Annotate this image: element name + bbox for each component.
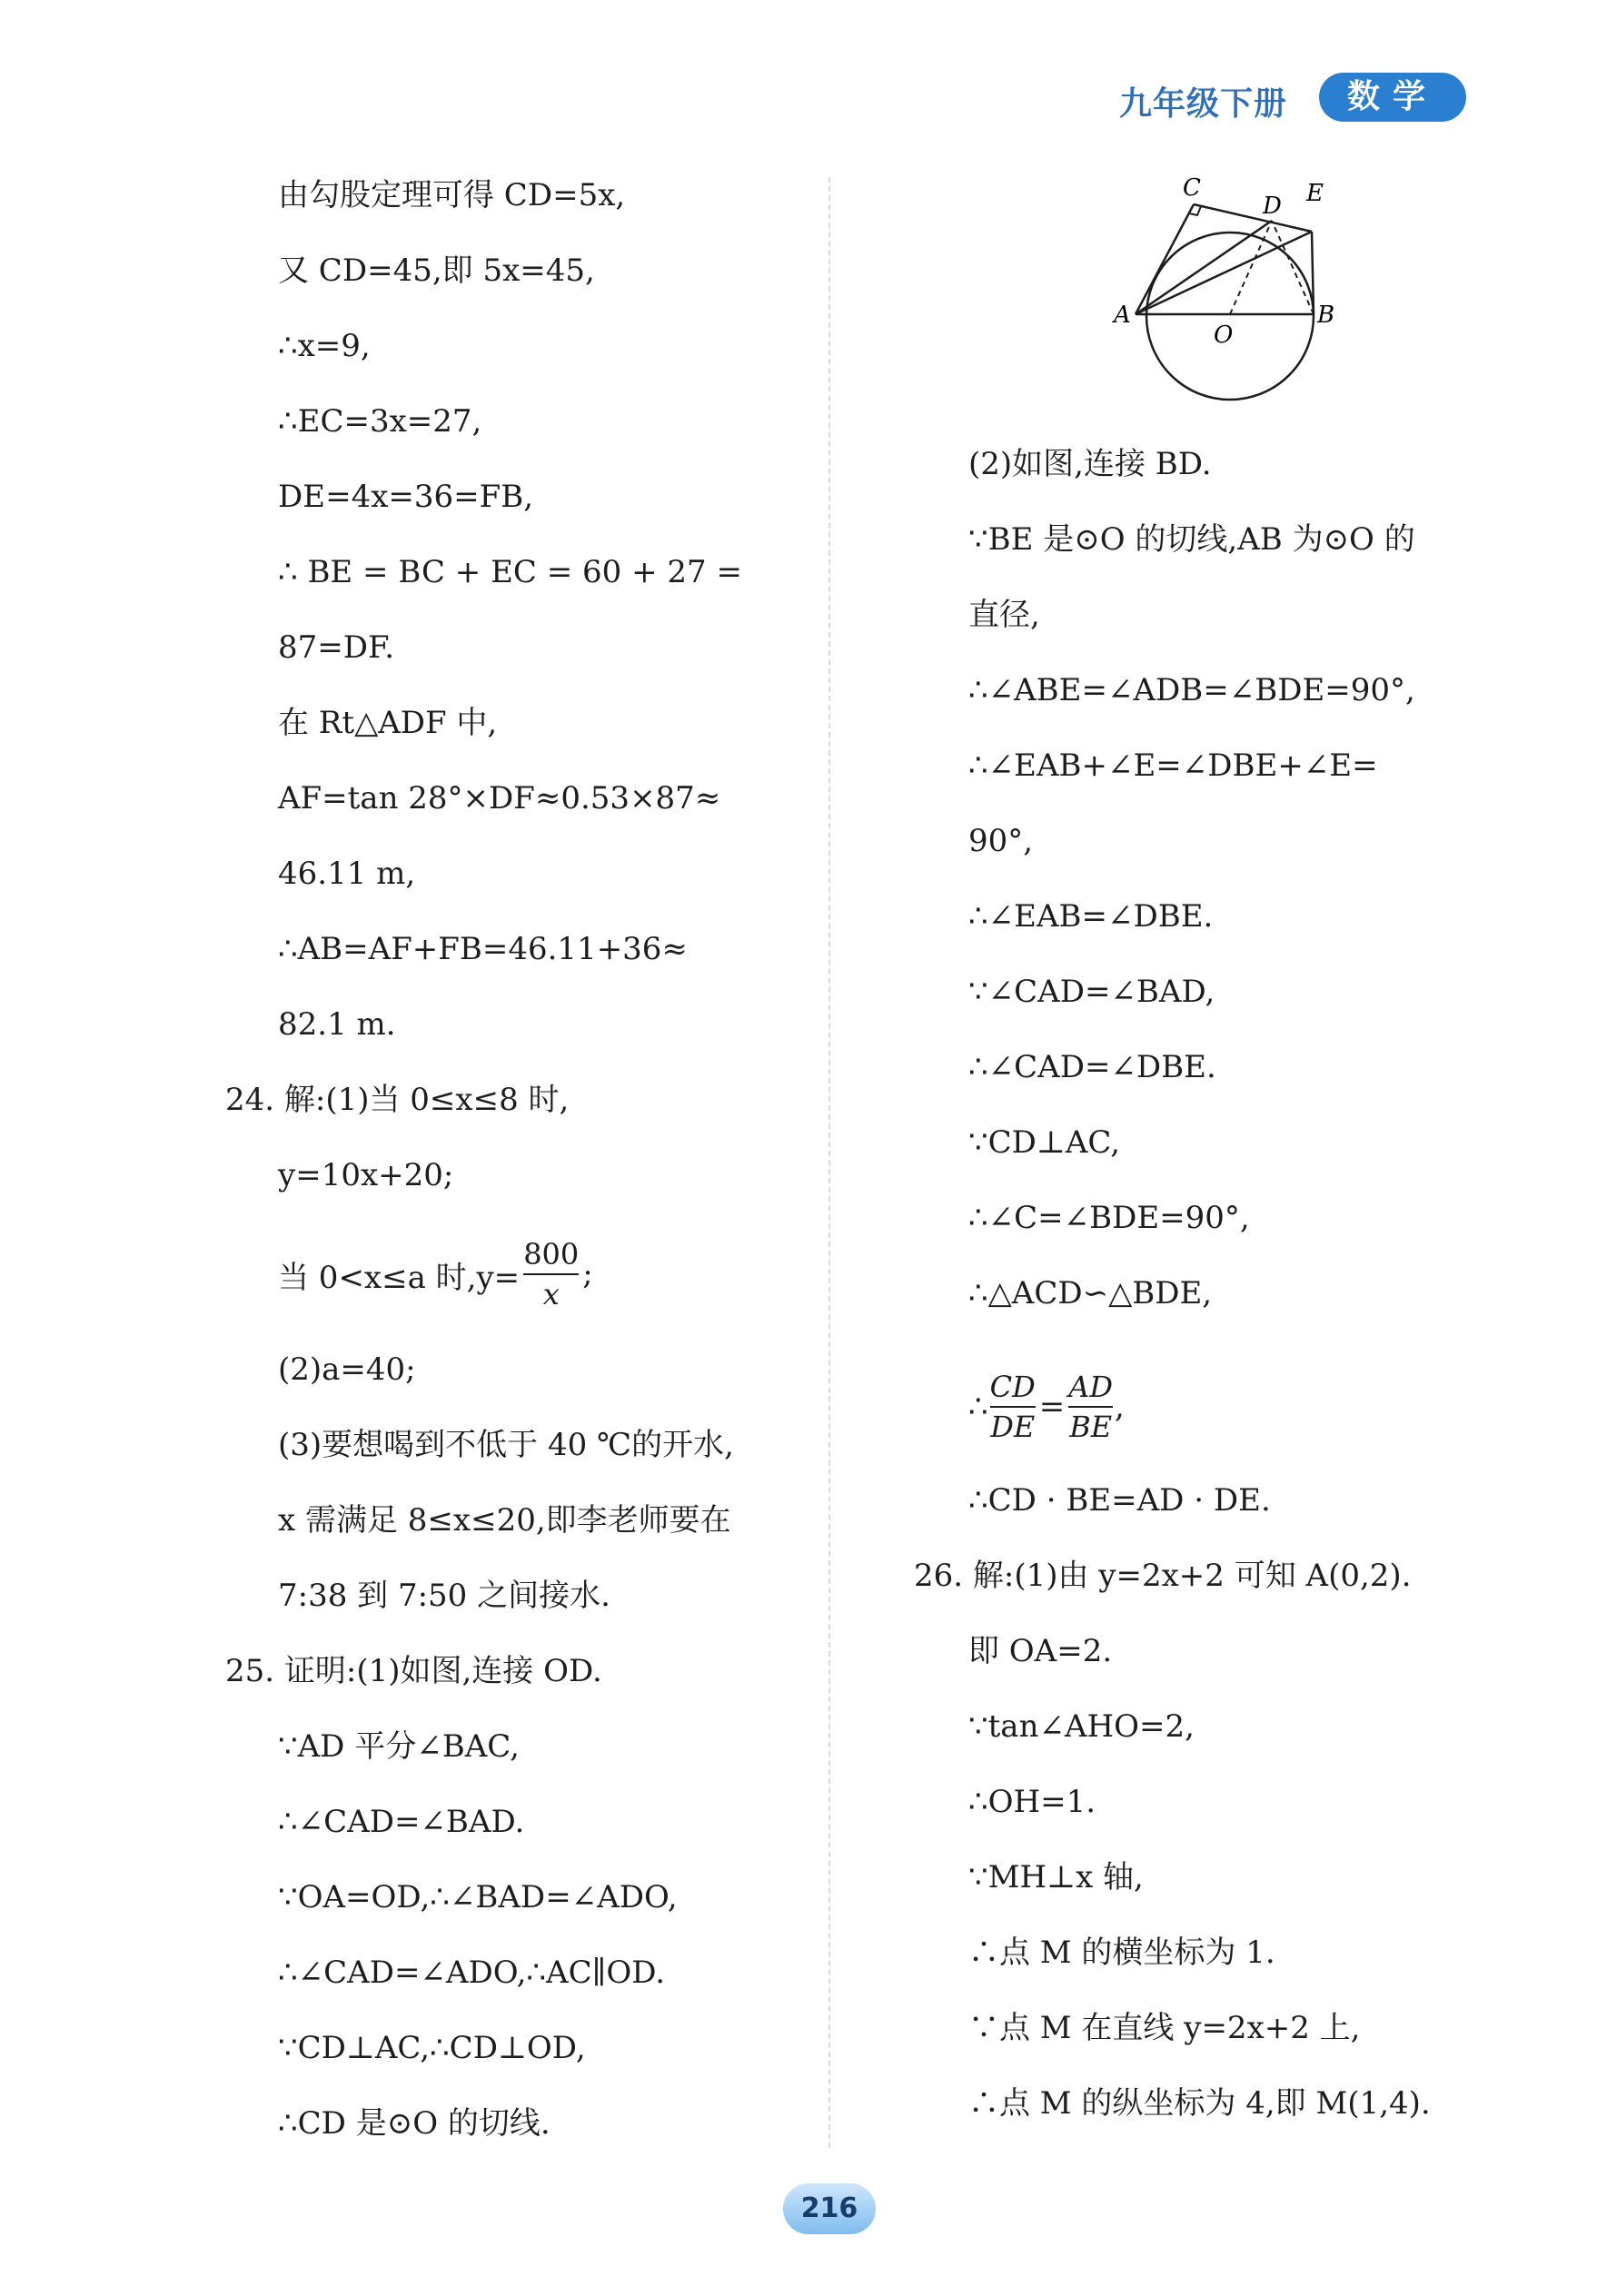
page-number: 216 bbox=[783, 2183, 876, 2234]
right-line-4: ∴∠ABE=∠ADB=∠BDE=90°, bbox=[968, 672, 1415, 708]
right-line-18: ∵MH⊥x 轴, bbox=[968, 1859, 1144, 1895]
segment-ac bbox=[1136, 204, 1194, 314]
left-line-6: ∴ BE = BC + EC = 60 + 27 = bbox=[278, 554, 742, 590]
right-line-21: ∴点 M 的纵坐标为 4,即 M(1,4). bbox=[968, 2085, 1431, 2122]
left-line-24: ∵CD⊥AC,∴CD⊥OD, bbox=[278, 2030, 586, 2066]
left-line-5: DE=4x=36=FB, bbox=[278, 479, 533, 515]
right-line-17: ∴OH=1. bbox=[968, 1784, 1096, 1820]
header-grade: 九年级下册 bbox=[1119, 84, 1288, 123]
case2-suffix: ; bbox=[582, 1256, 593, 1292]
left-line-3: ∴x=9, bbox=[278, 328, 371, 364]
right-line-8: ∵∠CAD=∠BAD, bbox=[968, 974, 1215, 1010]
label-o: O bbox=[1214, 322, 1234, 349]
left-line-4: ∴EC=3x=27, bbox=[278, 403, 482, 440]
left-line-12: 82.1 m. bbox=[278, 1006, 396, 1043]
right-line-19: ∴点 M 的横坐标为 1. bbox=[968, 1935, 1275, 1971]
right-line-9: ∴∠CAD=∠DBE. bbox=[968, 1049, 1216, 1085]
right-line-14: 26. 解:(1)由 y=2x+2 可知 A(0,2). bbox=[914, 1558, 1412, 1594]
label-b: B bbox=[1317, 302, 1335, 329]
left-line-11: ∴AB=AF+FB=46.11+36≈ bbox=[278, 931, 688, 967]
label-c: C bbox=[1183, 174, 1201, 202]
ratio-expression bbox=[968, 1370, 1125, 1444]
left-line-13: 24. 解:(1)当 0≤x≤8 时, bbox=[225, 1082, 570, 1118]
ratio-denominator-1: DE bbox=[990, 1410, 1036, 1444]
left-line-15: (2)a=40; bbox=[278, 1351, 416, 1388]
left-line-17: x 需满足 8≤x≤20,即李老师要在 bbox=[278, 1502, 731, 1539]
segment-ce bbox=[1194, 204, 1312, 232]
case2-denominator: x bbox=[542, 1277, 560, 1311]
left-line-14: y=10x+20; bbox=[278, 1157, 454, 1193]
ratio-suffix: , bbox=[1115, 1389, 1125, 1425]
case2-prefix: 当 0<x≤a 时,y= bbox=[278, 1259, 521, 1296]
right-line-6: 90°, bbox=[968, 823, 1034, 859]
ratio-equals: = bbox=[1038, 1389, 1066, 1425]
right-line-13: ∴CD · BE=AD · DE. bbox=[968, 1482, 1271, 1519]
right-line-11: ∴∠C=∠BDE=90°, bbox=[968, 1200, 1250, 1236]
case2-expression bbox=[278, 1237, 593, 1311]
left-line-25: ∴CD 是⊙O 的切线. bbox=[278, 2105, 551, 2142]
right-line-2: ∵BE 是⊙O 的切线,AB 为⊙O 的 bbox=[968, 521, 1415, 558]
left-line-23: ∴∠CAD=∠ADO,∴AC∥OD. bbox=[278, 1955, 666, 1991]
right-line-5: ∴∠EAB+∠E=∠DBE+∠E= bbox=[968, 747, 1378, 784]
label-e: E bbox=[1306, 180, 1324, 207]
right-line-3: 直径, bbox=[968, 597, 1040, 633]
left-line-16: (3)要想喝到不低于 40 ℃的开水, bbox=[278, 1427, 734, 1463]
header-subject-badge: 数学 bbox=[1319, 73, 1466, 122]
left-line-20: ∵AD 平分∠BAC, bbox=[278, 1728, 520, 1765]
left-line-1: 由勾股定理可得 CD=5x, bbox=[278, 177, 626, 213]
right-line-10: ∵CD⊥AC, bbox=[968, 1124, 1121, 1161]
right-line-7: ∴∠EAB=∠DBE. bbox=[968, 898, 1214, 935]
ratio-prefix: ∴ bbox=[968, 1389, 988, 1425]
segment-ae bbox=[1136, 232, 1312, 314]
right-line-16: ∵tan∠AHO=2, bbox=[968, 1708, 1195, 1745]
column-divider bbox=[828, 177, 830, 2148]
left-line-7: 87=DF. bbox=[278, 629, 395, 666]
ratio-numerator-2: AD bbox=[1068, 1370, 1114, 1404]
right-line-20: ∵点 M 在直线 y=2x+2 上, bbox=[968, 2010, 1361, 2046]
right-line-12: ∴△ACD∽△BDE, bbox=[968, 1275, 1213, 1311]
left-line-9: AF=tan 28°×DF≈0.53×87≈ bbox=[278, 780, 721, 816]
geometry-figure bbox=[1099, 168, 1335, 409]
left-line-2: 又 CD=45,即 5x=45, bbox=[278, 252, 595, 289]
left-line-22: ∵OA=OD,∴∠BAD=∠ADO, bbox=[278, 1879, 678, 1915]
left-line-8: 在 Rt△ADF 中, bbox=[278, 705, 498, 741]
left-line-19: 25. 证明:(1)如图,连接 OD. bbox=[225, 1653, 602, 1689]
left-line-10: 46.11 m, bbox=[278, 856, 416, 892]
label-a: A bbox=[1114, 302, 1131, 329]
ratio-denominator-2: BE bbox=[1069, 1410, 1113, 1444]
case2-numerator: 800 bbox=[523, 1237, 580, 1272]
label-d: D bbox=[1263, 193, 1282, 220]
right-line-15: 即 OA=2. bbox=[968, 1633, 1113, 1669]
left-line-18: 7:38 到 7:50 之间接水. bbox=[278, 1578, 610, 1614]
left-line-21: ∴∠CAD=∠BAD. bbox=[278, 1804, 525, 1840]
right-line-1: (2)如图,连接 BD. bbox=[968, 446, 1212, 482]
ratio-numerator-1: CD bbox=[989, 1370, 1036, 1404]
